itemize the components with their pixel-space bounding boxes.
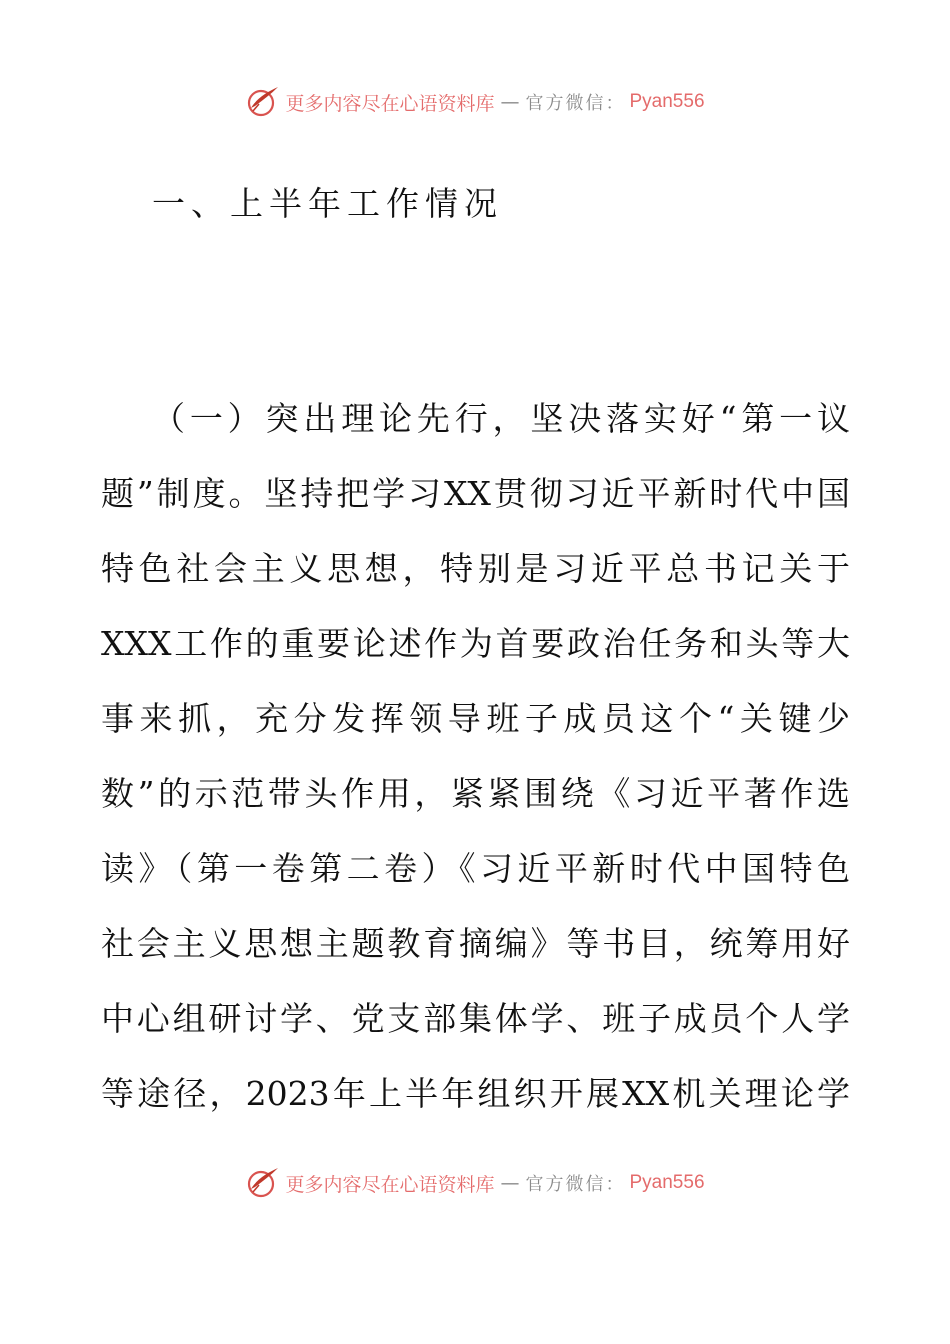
watermark-wechat-id: Pyan556 — [629, 91, 705, 112]
paragraph-line: 读》（第一卷第二卷）《习近平新时代中国特色 — [101, 849, 850, 888]
watermark-wechat-id: Pyan556 — [629, 1172, 705, 1193]
quill-logo-icon — [245, 1165, 281, 1201]
watermark-gray-text: 官方微信： — [525, 1174, 626, 1195]
watermark-red-text: 更多内容尽在心语资料库 — [285, 1173, 495, 1196]
header-watermark — [0, 82, 950, 122]
watermark-red-text: 更多内容尽在心语资料库 — [285, 92, 495, 115]
section-heading: 一、上半年工作情况 — [152, 184, 503, 223]
paragraph-line: XXX工作的重要论述作为首要政治任务和头等大 — [101, 624, 850, 663]
paragraph-line: 题”制度。坚持把学习XX贯彻习近平新时代中国 — [101, 474, 850, 513]
paragraph-line: 数”的示范带头作用，紧紧围绕《习近平著作选 — [101, 774, 850, 813]
quill-logo-icon — [245, 84, 281, 120]
paragraph-line: 中心组研讨学、党支部集体学、班子成员个人学 — [101, 999, 850, 1038]
paragraph-line: 特色社会主义思想，特别是习近平总书记关于 — [101, 549, 850, 588]
paragraph-line: 等途径，2023年上半年组织开展XX机关理论学 — [101, 1074, 850, 1113]
paragraph-line: （一）突出理论先行，坚决落实好“第一议 — [152, 399, 850, 438]
paragraph-line: 社会主义思想主题教育摘编》等书目，统筹用好 — [101, 924, 850, 963]
watermark-dash: — — [500, 1172, 520, 1194]
paragraph-line: 事来抓，充分发挥领导班子成员这个“关键少 — [101, 699, 850, 738]
footer-watermark — [0, 1163, 950, 1203]
watermark-dash: — — [500, 91, 520, 113]
watermark-gray-text: 官方微信： — [525, 93, 626, 114]
